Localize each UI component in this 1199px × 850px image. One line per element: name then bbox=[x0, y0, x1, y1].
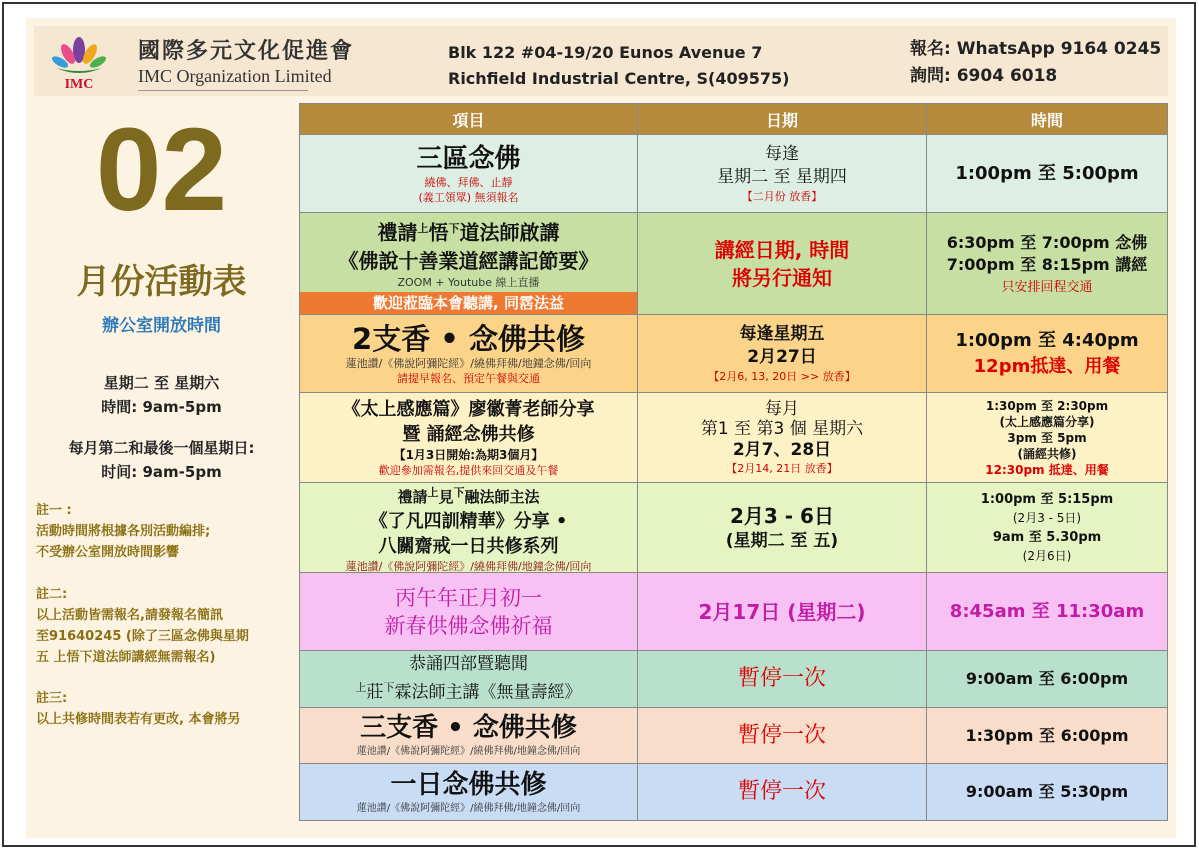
table-row bbox=[300, 483, 1167, 573]
item-cell bbox=[300, 651, 638, 707]
time-line: 8:45am 至 11:30am bbox=[949, 600, 1145, 622]
org-underline bbox=[138, 90, 308, 91]
item-title: 2支香 • 念佛共修 bbox=[352, 321, 585, 356]
welcome-banner: 歡迎蒞臨本會聽講, 同霑法益 bbox=[300, 292, 637, 314]
date-line: 2月27日 bbox=[747, 347, 817, 367]
item-title: 丙午年正月初一 bbox=[395, 585, 542, 610]
date-note: 【2月6, 13, 20日 >> 放香】 bbox=[708, 370, 856, 383]
time-line: 1:30pm 至 2:30pm bbox=[985, 398, 1109, 413]
month-title: 月份活動表 bbox=[76, 262, 247, 302]
date-line: 將另行通知 bbox=[732, 265, 832, 290]
item-cell bbox=[300, 135, 638, 212]
item-note: (義工領眾) 無須報名 bbox=[418, 190, 519, 204]
date-line: 星期二 至 星期四 bbox=[717, 167, 847, 187]
month-number: 02 bbox=[95, 104, 228, 236]
note-1-body bbox=[36, 521, 291, 563]
item-title: 《太上感應篇》廖徽菁老師分享 bbox=[342, 399, 595, 420]
office-hours: 時間: 9am-5pm bbox=[101, 398, 222, 416]
date-line: 講經日期, 時間 bbox=[714, 237, 850, 262]
address bbox=[448, 40, 789, 92]
time-line: 1:00pm 至 5:00pm bbox=[955, 162, 1139, 184]
note-2-body bbox=[36, 605, 291, 668]
office-hours-title: 辦公室開放時間 bbox=[102, 316, 221, 336]
table-row bbox=[300, 213, 1167, 315]
note-3-line-1: 以上共修時間表若有更改, 本會將另 bbox=[36, 712, 241, 727]
item-cell bbox=[300, 708, 638, 763]
time-line: 9am 至 5.30pm bbox=[992, 529, 1102, 545]
date-line: 每逢星期五 bbox=[739, 324, 825, 344]
date-line: 2月7、28日 bbox=[732, 440, 832, 460]
note-2-line-1: 以上活動皆需報名,請發報名簡訊 bbox=[36, 608, 223, 623]
date-line: 暫停一次 bbox=[737, 722, 826, 748]
note-2-heading: 註二: bbox=[36, 587, 68, 602]
item-detail: 蓮池讚/《佛說阿彌陀經》/繞佛拜佛/地鐘念佛/回向 bbox=[356, 746, 581, 757]
address-line-2: Richfield Industrial Centre, S(409575) bbox=[448, 69, 790, 88]
table-row bbox=[300, 393, 1167, 483]
schedule-table bbox=[299, 103, 1168, 821]
office-hours-weekday bbox=[34, 371, 289, 419]
item-note: 歡迎參加需報名,提供來回交通及午餐 bbox=[378, 464, 559, 477]
sutra-title: 《佛說十善業道經講記節要》 bbox=[338, 249, 599, 273]
header-bar bbox=[34, 26, 1168, 96]
office-days: 星期二 至 星期六 bbox=[103, 374, 220, 392]
date-line: 暫停一次 bbox=[737, 666, 826, 691]
time-line: 9:00am 至 5:30pm bbox=[965, 782, 1129, 801]
date-line: 每月 bbox=[765, 399, 799, 419]
table-row bbox=[300, 708, 1167, 764]
time-line: 3pm 至 5pm bbox=[1007, 430, 1087, 445]
item-title: 一日念佛共修 bbox=[390, 769, 547, 800]
item-note: 請提早報名、預定午餐與交通 bbox=[397, 371, 540, 385]
time-note: 只安排回程交通 bbox=[1001, 280, 1093, 295]
item-detail: 繞佛、拜佛、止靜 bbox=[424, 175, 513, 189]
table-header-row bbox=[300, 104, 1167, 135]
header-item: 項目 bbox=[300, 104, 638, 134]
time-note: 12pm抵達、用餐 bbox=[973, 355, 1121, 377]
date-line: 第1 至 第3 個 星期六 bbox=[700, 419, 864, 439]
date-line: 暫停一次 bbox=[737, 779, 826, 804]
time-line: (2月6日) bbox=[1022, 548, 1072, 563]
item-cell bbox=[300, 315, 638, 392]
live-stream-note: ZOOM + Youtube 線上直播 bbox=[397, 276, 540, 289]
item-subtitle: 暨 誦經念佛共修 bbox=[402, 424, 535, 445]
date-cell bbox=[638, 651, 927, 707]
item-cell bbox=[300, 483, 638, 572]
schedule-sheet bbox=[26, 18, 1176, 838]
inquiry-phone: 詢問: 6904 6018 bbox=[910, 66, 1058, 86]
table-row bbox=[300, 315, 1167, 393]
note-3-heading: 註三: bbox=[36, 691, 68, 706]
item-cell bbox=[300, 573, 638, 650]
item-title: 三支香 • 念佛共修 bbox=[360, 713, 577, 743]
date-cell bbox=[638, 764, 927, 820]
item-title: 三區念佛 bbox=[416, 143, 521, 174]
time-line: (太上感應篇分享) bbox=[999, 414, 1095, 429]
time-cell bbox=[927, 135, 1167, 212]
time-line: (誦經共修) bbox=[1017, 446, 1077, 461]
table-row bbox=[300, 573, 1167, 651]
item-subtitle: 八關齋戒一日共修系列 bbox=[378, 536, 559, 557]
item-detail: 蓮池讚/《佛說阿彌陀經》/繞佛拜佛/地鐘念佛/回向 bbox=[345, 560, 592, 573]
time-cell bbox=[927, 708, 1167, 763]
register-whatsapp: 報名: WhatsApp 9164 0245 bbox=[910, 39, 1162, 59]
item-subtitle: $^上$莊$^下$霖法師主講《無量壽經》 bbox=[355, 681, 582, 703]
time-note: 12:30pm 抵達、用餐 bbox=[985, 462, 1109, 477]
sunday-hours: 时间: 9am-5pm bbox=[101, 463, 222, 481]
time-line: 7:00pm 至 8:15pm 講經 bbox=[946, 255, 1148, 274]
date-note: 【2月14, 21日 放香】 bbox=[726, 462, 838, 475]
header-date: 日期 bbox=[638, 104, 927, 134]
page-frame bbox=[2, 2, 1196, 847]
note-1-line-1: 活動時間將根據各別活動編排; bbox=[36, 524, 211, 539]
org-name-chinese: 國際多元文化促進會 bbox=[138, 38, 355, 64]
table-row bbox=[300, 764, 1167, 820]
time-cell bbox=[927, 573, 1167, 650]
time-line: 1:30pm 至 6:00pm bbox=[965, 725, 1129, 745]
table-row bbox=[300, 135, 1167, 213]
time-line: 9:00am 至 6:00pm bbox=[965, 669, 1129, 688]
time-cell bbox=[927, 315, 1167, 392]
item-cell bbox=[300, 393, 638, 482]
date-cell bbox=[638, 483, 927, 572]
time-cell bbox=[927, 764, 1167, 820]
item-detail: 蓮池讚/《佛說阿彌陀經》/繞佛拜佛/地鐘念佛/回向 bbox=[345, 356, 592, 370]
time-cell bbox=[927, 651, 1167, 707]
date-line: 2月3 - 6日 bbox=[730, 504, 834, 528]
item-title: 新春供佛念佛祈福 bbox=[384, 613, 553, 638]
lotus-logo-icon bbox=[48, 32, 110, 90]
org-name-english: IMC Organization Limited bbox=[138, 66, 332, 86]
date-line: 2月17日 (星期二) bbox=[698, 599, 866, 624]
item-title: 恭誦四部暨聽聞 bbox=[409, 654, 528, 675]
item-cell bbox=[300, 764, 638, 820]
office-hours-sunday bbox=[34, 436, 289, 484]
item-detail: 【1月3日開始:為期3個月】 bbox=[393, 448, 544, 462]
date-cell bbox=[638, 393, 927, 482]
date-cell bbox=[638, 573, 927, 650]
address-line-1: Blk 122 #04-19/20 Eunos Avenue 7 bbox=[448, 43, 763, 62]
note-1-line-2: 不受辦公室開放時間影響 bbox=[36, 545, 180, 560]
date-note: 【二月份 放香】 bbox=[741, 190, 823, 203]
logo-text: IMC bbox=[64, 77, 94, 90]
time-cell bbox=[927, 483, 1167, 572]
header-time: 時間 bbox=[1030, 110, 1063, 130]
item-cell bbox=[300, 213, 638, 314]
date-line: (星期二 至 五) bbox=[725, 531, 839, 551]
note-1-heading: 註一 : bbox=[36, 503, 72, 518]
note-2-line-3: 五 上悟下道法師講經無需報名) bbox=[36, 650, 216, 665]
item-title: 禮請$^上$見$^下$融法師主法 bbox=[397, 486, 540, 506]
date-cell bbox=[638, 315, 927, 392]
time-cell bbox=[927, 213, 1167, 314]
time-cell bbox=[927, 393, 1167, 482]
item-subtitle: 《了凡四訓精華》分享 • bbox=[369, 511, 568, 532]
date-cell bbox=[638, 135, 927, 212]
time-line: 1:00pm 至 4:40pm bbox=[955, 329, 1139, 351]
time-line: 6:30pm 至 7:00pm 念佛 bbox=[946, 233, 1148, 252]
time-line: (2月3 - 5日) bbox=[1012, 510, 1082, 525]
item-title: 禮請$^上$悟$^下$道法師啟講 bbox=[377, 221, 560, 245]
table-row bbox=[300, 651, 1167, 708]
item-detail: 蓮池讚/《佛說阿彌陀經》/繞佛拜佛/地鐘念佛/回向 bbox=[356, 802, 581, 814]
date-line: 每逢 bbox=[765, 144, 799, 164]
sunday-days: 每月第二和最後一個星期日: bbox=[68, 439, 255, 457]
note-3-body bbox=[36, 709, 291, 730]
note-2-line-2: 至91640245 (除了三區念佛與星期 bbox=[36, 629, 249, 644]
contact-info bbox=[910, 36, 1161, 90]
date-cell bbox=[638, 708, 927, 763]
time-line: 1:00pm 至 5:15pm bbox=[980, 491, 1114, 507]
date-cell bbox=[638, 213, 927, 314]
